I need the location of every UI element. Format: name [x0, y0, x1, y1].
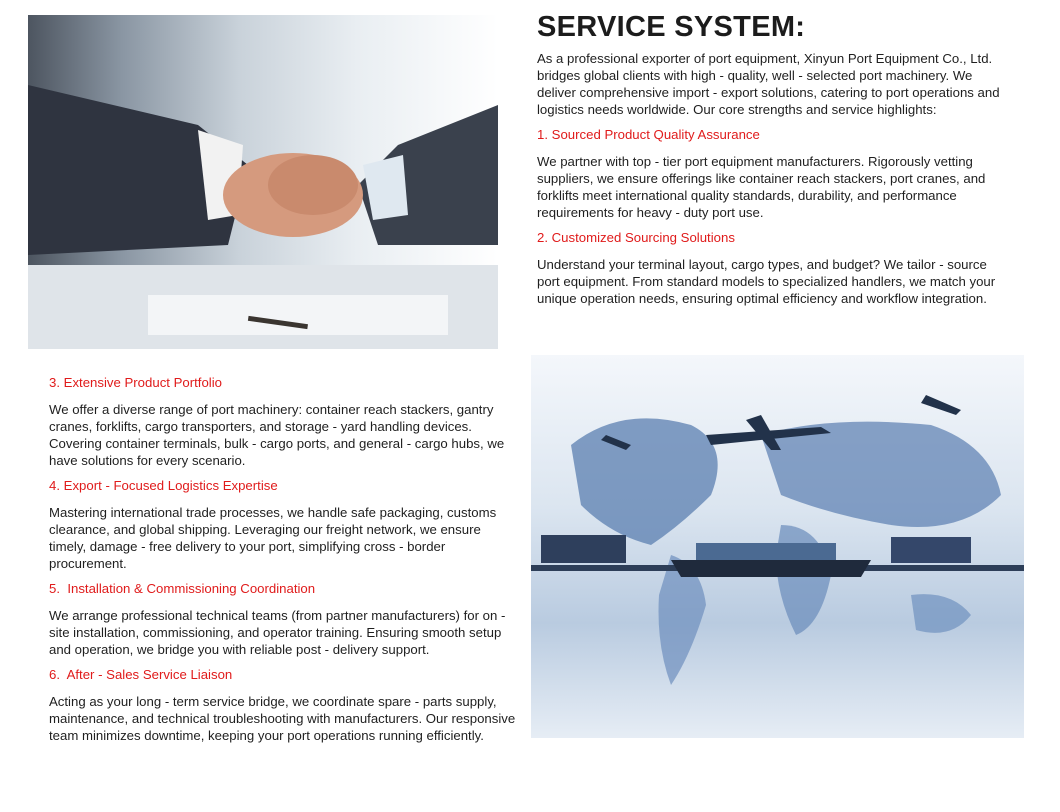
right-text-column	[537, 10, 1007, 315]
section-body-3: We offer a diverse range of port machinery: container reach stackers, gantry cranes, forklifts, cargo transporters, and storage - yard handling devices. Covering container terminals, bulk - cargo ports, and general - cargo hubs, we have solutions for every scenario.	[49, 402, 505, 468]
section-body-5: We arrange professional technical teams (from partner manufacturers) for on - site installation, commissioning, and operator training. Ensuring smooth setup and operation, we bridge you with reliable post - delivery support.	[49, 608, 506, 657]
handshake-illustration	[28, 15, 498, 349]
intro-paragraph: As a professional exporter of port equipment, Xinyun Port Equipment Co., Ltd. bridges global clients with high - quality, well - selected port machinery. We deliver comprehensive import - export solutions, catering to port operations and logistics needs worldwide. Our core strengths and service highlights:	[537, 51, 1000, 117]
section-body-2: Understand your terminal layout, cargo types, and budget? We tailor - source port equipment. From standard models to specialized handlers, we match your unique operation needs, ensuring optimal efficiency and workflow integration.	[537, 257, 996, 306]
section-heading-1: 1. Sourced Product Quality Assurance	[537, 127, 760, 142]
section-body-1: We partner with top - tier port equipment manufacturers. Rigorously vetting suppliers, we ensure offerings like container reach stackers, port cranes, and forklifts meet international quality standards, durability, and performance requirements for heavy - duty port use.	[537, 154, 986, 220]
section-heading-3: 3. Extensive Product Portfolio	[49, 375, 222, 390]
section-heading-4: 4. Export - Focused Logistics Expertise	[49, 478, 278, 493]
section-heading-5: 5. Installation & Commissioning Coordination	[49, 581, 316, 596]
section-heading-6: 6. After - Sales Service Liaison	[49, 667, 233, 682]
handshake-photo	[28, 15, 498, 349]
page-title: SERVICE SYSTEM:	[537, 11, 806, 43]
section-body-4: Mastering international trade processes, we handle safe packaging, customs clearance, and global shipping. Leveraging our freight network, we ensure timely, damage - free delivery to your port, simplifying cross - border procurement.	[49, 505, 497, 571]
section-body-6: Acting as your long - term service bridge, we coordinate spare - parts supply, maintenance, and technical troubleshooting with manufacturers. Our responsive team minimizes downtime, keeping your port operations running efficiently.	[49, 694, 516, 743]
world-map-illustration	[531, 355, 1024, 738]
world-logistics-photo	[531, 355, 1024, 738]
section-heading-2: 2. Customized Sourcing Solutions	[537, 230, 735, 245]
left-text-column	[49, 374, 521, 752]
